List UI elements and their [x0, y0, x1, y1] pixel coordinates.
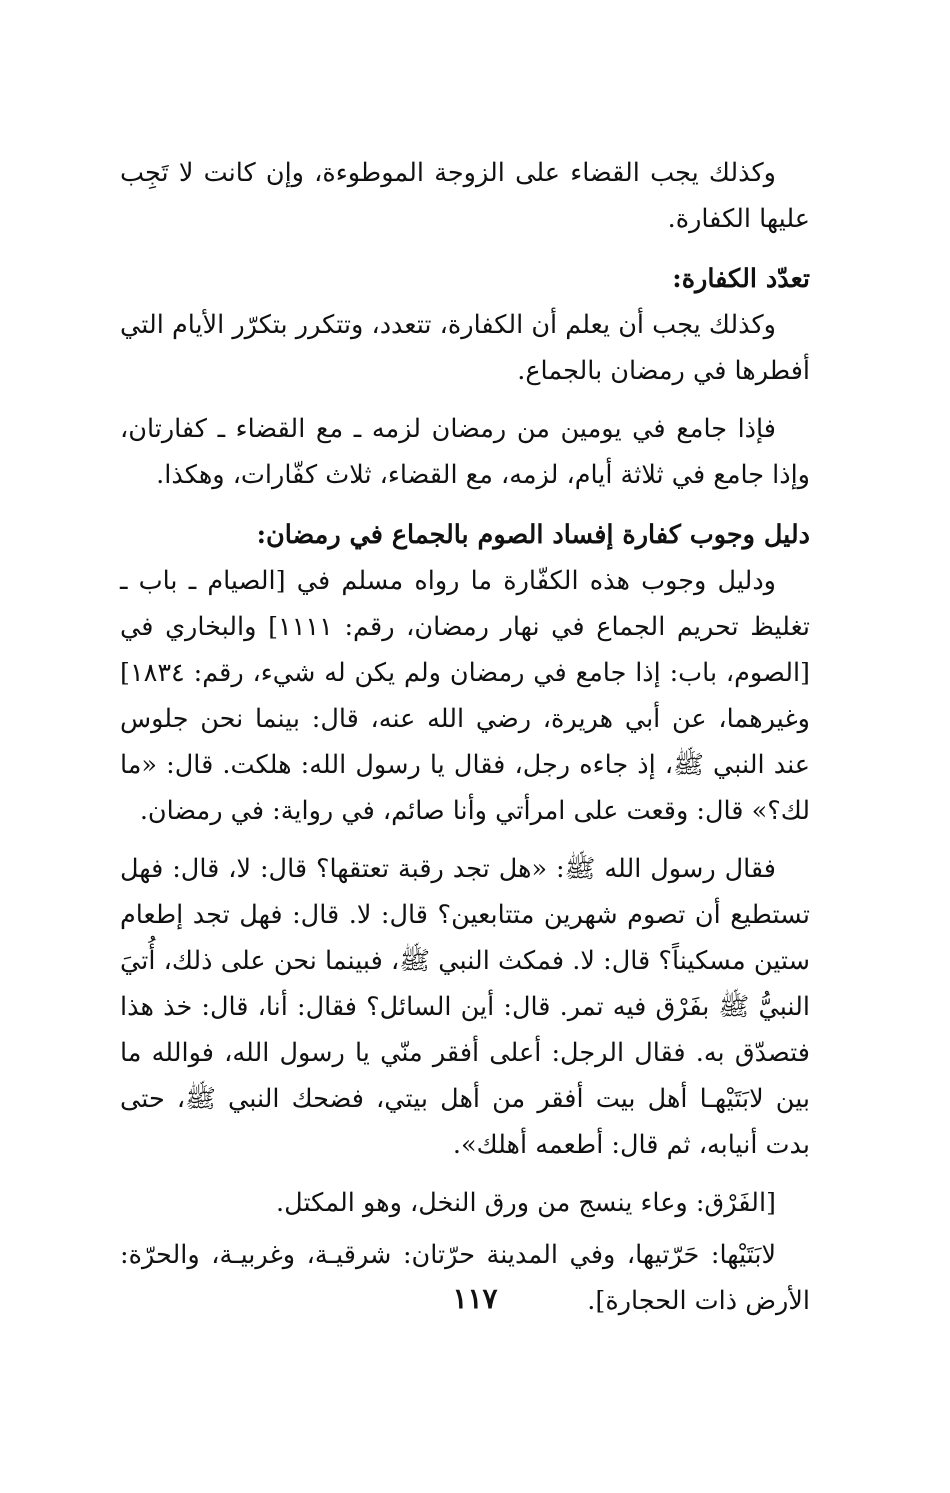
- note-farq: [الفَرْق: وعاء ينسج من ورق النخل، وهو المكتل.: [276, 1188, 776, 1218]
- note-labatayha: لابَتَيْها: حَرّتيها، وفي المدينة حرّتان: شرقيـة، وغربيـة، والحرّة: الأرض ذات الحجارة].: [120, 1240, 810, 1316]
- heading-evidence: دليل وجوب كفارة إفساد الصوم بالجماع في رمضان:: [256, 520, 810, 550]
- paragraph-kaffara-repeats: وكذلك يجب أن يعلم أن الكفارة، تتعدد، وتتكرر بتكرّر الأيام التي أفطرها في رمضان بالجماع.: [120, 310, 810, 386]
- paragraph-qada-wife: وكذلك يجب القضاء على الزوجة الموطوءة، وإن كانت لا تَجِب عليها الكفارة.: [120, 158, 810, 234]
- page-body: [120, 150, 810, 1324]
- paragraph-two-days: فإذا جامع في يومين من رمضان لزمه ـ مع القضاء ـ كفارتان، وإذا جامع في ثلاثة أيام، لزمه، مع القضاء، ثلاث كفّارات، وهكذا.: [120, 414, 810, 490]
- heading-kaffara-multiplicity: تعدّد الكفارة:: [672, 264, 810, 294]
- paragraph-hadith-narration: ودليل وجوب هذه الكفّارة ما رواه مسلم في [الصيام ـ باب ـ تغليظ تحريم الجماع في نهار رمضان، رقم: ١١١١] والبخاري في [الصوم، باب: إذا جامع في رمضان ولم يكن له شيء، رقم: ١٨٣٤] وغيرهما، عن أبي هريرة، رضي الله عنه، قال: بينما نحن جلوس عند النبي ﷺ، إذ جاءه رجل، فقال يا رسول الله: هلكت. قال: «ما لك؟» قال: وقعت على امرأتي وأنا صائم، في رواية: في رمضان.: [120, 566, 810, 826]
- page-number: ١١٧: [452, 1282, 498, 1315]
- paragraph-hadith-dialogue: فقال رسول الله ﷺ: «هل تجد رقبة تعتقها؟ قال: لا، قال: فهل تستطيع أن تصوم شهرين متتابعين؟ قال: لا. قال: فهل تجد إطعام ستين مسكيناً؟ قال: لا. فمكث النبي ﷺ، فبينما نحن على ذلك، أُتيَ النبيُّ ﷺ بفَرْق فيه تمر. قال: أين السائل؟ فقال: أنا، قال: خذ هذا فتصدّق به. فقال الرجل: أعلى أفقر منّي يا رسول الله، فوالله ما بين لابَتَيْهـا أهل بيت أفقر من أهل بيتي، فضحك النبي ﷺ، حتى بدت أنيابه، ثم قال: أطعمه أهلك».: [120, 854, 810, 1160]
